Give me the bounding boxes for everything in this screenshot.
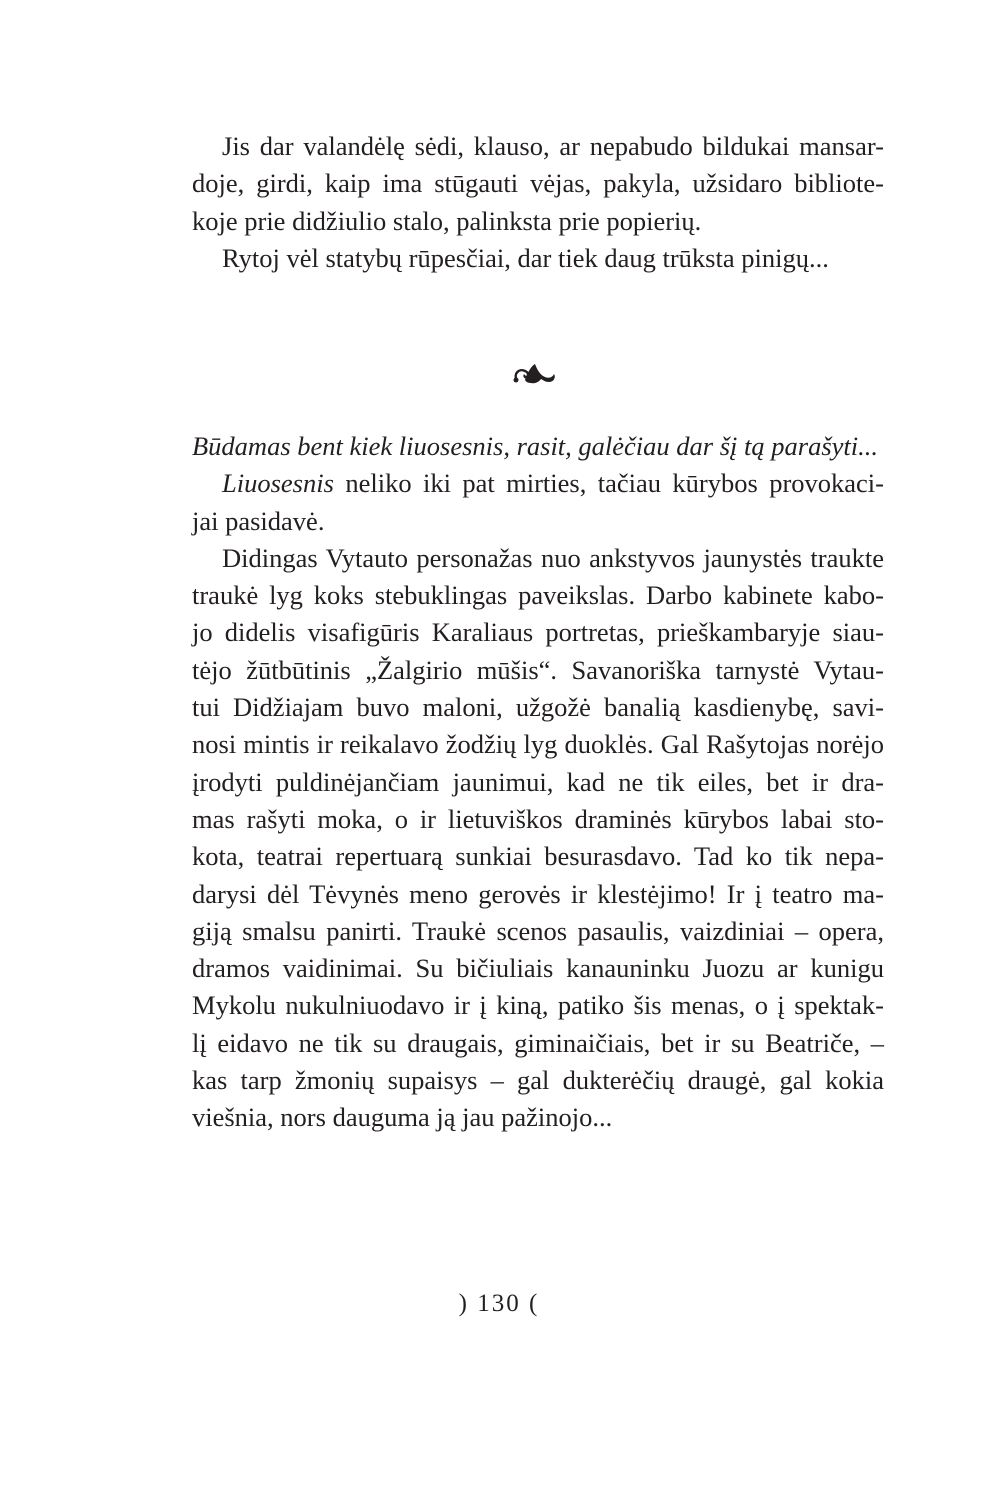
text-line: traukė lyg koks stebuklingas paveikslas. Darbo kabinete kabo- <box>192 580 884 611</box>
text-line: giją smalsu panirti. Traukė scenos pasaulis, vaizdiniai – opera, <box>192 915 884 946</box>
text-line: įrodyti puldinėjančiam jaunimui, kad ne tik eiles, bet ir dra- <box>192 766 884 797</box>
text-span: neliko iki pat mirties, tačiau kūrybos provokaci- <box>333 468 884 499</box>
text-line: Jis dar valandėlę sėdi, klauso, ar nepabudo bildukai mansar- <box>222 131 884 161</box>
paragraph-block-1 <box>192 128 884 277</box>
paragraph-block-2 <box>192 428 884 1137</box>
text-line: Didingas Vytauto personažas nuo ankstyvos jaunystės traukte <box>222 542 884 573</box>
text-line: lį eidavo ne tik su draugais, giminaičiais, bet ir su Beatriče, – <box>192 1027 884 1058</box>
italic-word: Liuosesnis <box>222 468 334 499</box>
text-line: nosi mintis ir reikalavo žodžių lyg duoklės. Gal Rašytojas norėjo <box>192 729 884 760</box>
italic-quote: Būdamas bent kiek liuosesnis, rasit, galėčiau dar šį tą parašyti... <box>192 431 879 461</box>
fleuron-icon <box>511 358 559 388</box>
text-line: kota, teatrai repertuarą sunkiai besurasdavo. Tad ko tik nepa- <box>192 841 884 872</box>
text-line: tėjo žūtbūtinis „Žalgirio mūšis“. Savanoriška tarnystė Vytau- <box>192 654 884 685</box>
text-line: jai pasidavė. <box>192 505 325 536</box>
text-line: Rytoj vėl statybų rūpesčiai, dar tiek daug trūksta pinigų... <box>222 242 829 273</box>
text-line: jo didelis visafigūris Karaliaus portretas, prieškambaryje siau- <box>192 617 884 648</box>
text-line: darysi dėl Tėvynės meno gerovės ir klestėjimo! Ir į teatro ma- <box>192 878 884 909</box>
text-line: viešnia, nors dauguma ją jau pažinojo... <box>192 1102 613 1133</box>
page-number: ) 130 ( <box>458 1290 540 1317</box>
text-line: doje, girdi, kaip ima stūgauti vėjas, pakyla, užsidaro bibliote- <box>192 168 884 199</box>
text-line: Mykolu nukulniuodavo ir į kiną, patiko šis menas, o į spektak- <box>192 990 884 1021</box>
text-line: mas rašyti moka, o ir lietuviškos draminės kūrybos labai sto- <box>192 803 884 834</box>
text-line: kas tarp žmonių supaisys – gal dukterėčių draugė, gal kokia <box>192 1065 884 1096</box>
text-line: tui Didžiajam buvo maloni, užgožė banalią kasdienybę, savi- <box>192 692 884 723</box>
text-line: koje prie didžiulio stalo, palinksta prie popierių. <box>192 205 702 236</box>
text-line <box>192 465 884 502</box>
text-line: dramos vaidinimai. Su bičiuliais kanauninku Juozu ar kunigu <box>192 953 884 984</box>
